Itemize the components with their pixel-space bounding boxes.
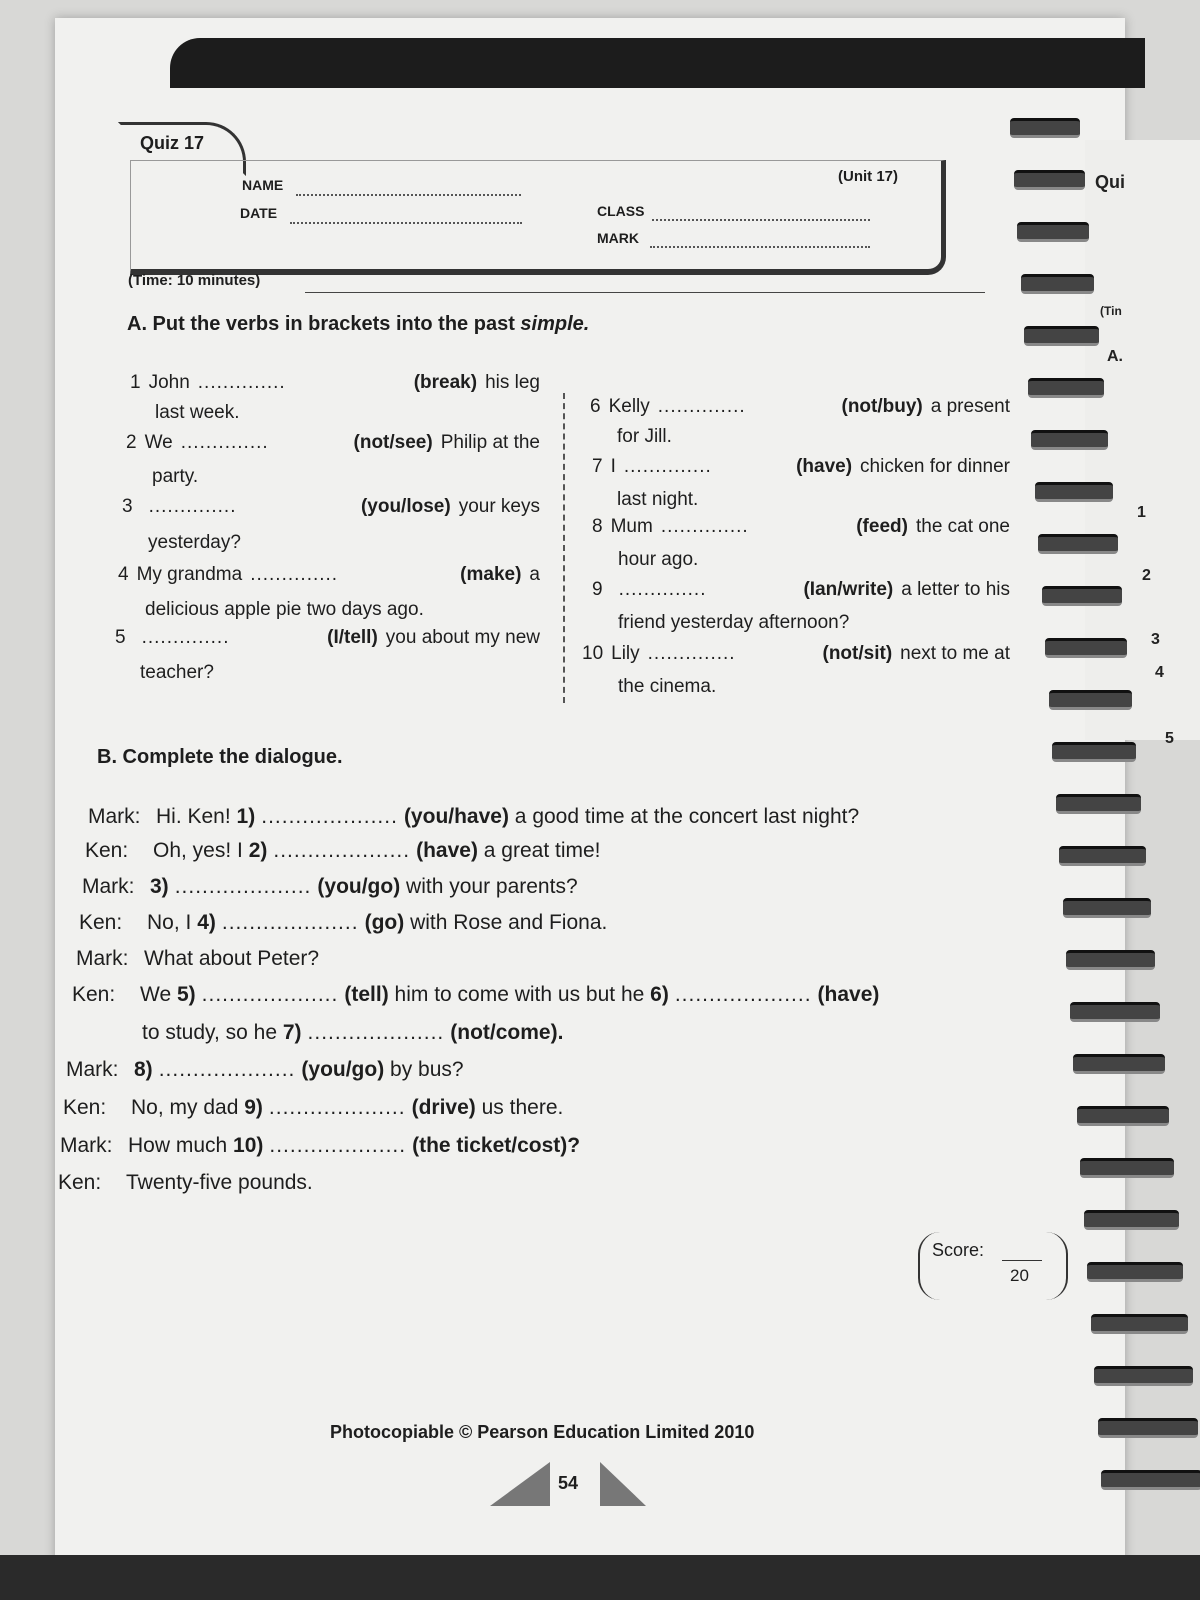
item-number: 5 xyxy=(115,627,126,648)
answer-blank[interactable]: .............. xyxy=(647,643,736,664)
answer-blank[interactable]: .............. xyxy=(250,564,339,585)
line-text: What about Peter? xyxy=(144,947,320,970)
spiral-coil xyxy=(1031,430,1108,450)
exercise-item xyxy=(592,575,1010,605)
answer-blank[interactable]: .................... xyxy=(273,839,411,862)
next-page-number: 5 xyxy=(1165,730,1174,747)
mark-field[interactable] xyxy=(650,246,870,248)
line-text: Hi. Ken! xyxy=(156,805,237,828)
item-rest: next to me at xyxy=(900,643,1010,664)
spiral-coil xyxy=(1052,742,1136,762)
gap-number: 2) xyxy=(248,839,268,862)
spiral-coil xyxy=(1049,690,1132,710)
exercise-item xyxy=(122,492,540,522)
item-subject: Kelly xyxy=(608,396,650,417)
item-number: 8 xyxy=(592,516,603,537)
section-a-title-text: A. Put the verbs in brackets into the past xyxy=(127,313,521,335)
spiral-coil xyxy=(1042,586,1123,606)
dialogue-line xyxy=(66,1055,464,1085)
verb-prompt: (not/see) xyxy=(353,432,433,453)
answer-blank[interactable]: .................... xyxy=(674,983,812,1006)
date-label: DATE xyxy=(240,205,278,221)
item-rest: a letter to his xyxy=(901,579,1010,600)
dialogue-line xyxy=(85,836,601,866)
dialogue-line xyxy=(63,1093,563,1123)
verb-prompt: (the ticket/cost)? xyxy=(412,1134,581,1157)
time-limit: (Time: 10 minutes) xyxy=(128,272,261,289)
next-page-number: 4 xyxy=(1155,664,1164,681)
item-subject: John xyxy=(148,372,190,393)
mark-label: MARK xyxy=(597,230,639,246)
spiral-coil xyxy=(1014,170,1085,190)
page-number-ornament-left xyxy=(490,1462,550,1506)
exercise-item xyxy=(592,512,1010,542)
speaker: Mark: xyxy=(88,805,141,828)
line-text: No, I xyxy=(147,911,198,934)
verb-prompt: (not/sit) xyxy=(822,643,893,664)
speaker: Ken: xyxy=(85,839,129,862)
verb-prompt: (not/buy) xyxy=(841,396,923,417)
verb-prompt: (you/have) xyxy=(403,805,509,828)
dialogue-line xyxy=(72,980,879,1010)
item-number: 4 xyxy=(118,564,129,585)
line-text: to study, so he xyxy=(142,1021,283,1044)
dialogue-line xyxy=(79,908,607,938)
spiral-coil xyxy=(1084,1210,1179,1230)
answer-blank[interactable]: .................... xyxy=(269,1134,407,1157)
spiral-coil xyxy=(1059,846,1146,866)
spiral-coil xyxy=(1063,898,1151,918)
item-continuation: teacher? xyxy=(140,662,214,683)
exercise-item xyxy=(592,452,1010,482)
spiral-coil xyxy=(1028,378,1104,398)
speaker: Mark: xyxy=(82,875,135,898)
dialogue-line xyxy=(76,944,319,974)
next-page-title: Qui xyxy=(1095,172,1125,192)
spiral-coil xyxy=(1035,482,1113,502)
item-continuation: friend yesterday afternoon? xyxy=(618,612,850,633)
line-rest: by bus? xyxy=(384,1058,464,1081)
quiz-title: Quiz 17 xyxy=(140,133,205,153)
spiral-coil xyxy=(1038,534,1118,554)
score-total: 20 xyxy=(1010,1266,1029,1285)
class-field[interactable] xyxy=(652,219,870,221)
time-rule xyxy=(305,292,985,293)
item-continuation: yesterday? xyxy=(148,532,241,553)
header-band xyxy=(170,38,1145,88)
line-rest: him to come with us but he xyxy=(388,983,651,1006)
next-page-section: A. xyxy=(1107,348,1123,365)
item-continuation: party. xyxy=(152,466,199,487)
date-field[interactable] xyxy=(290,222,522,224)
dialogue-line xyxy=(142,1018,563,1048)
item-rest: you about my new xyxy=(385,627,540,648)
answer-blank[interactable]: .............. xyxy=(141,627,230,648)
spiral-coil xyxy=(1101,1470,1200,1490)
spiral-coil xyxy=(1098,1418,1198,1438)
speaker: Ken: xyxy=(58,1171,102,1194)
item-subject: We xyxy=(144,432,173,453)
item-rest: a xyxy=(529,564,540,585)
answer-blank[interactable]: .............. xyxy=(618,579,707,600)
item-continuation: delicious apple pie two days ago. xyxy=(145,599,424,620)
answer-blank[interactable]: .................... xyxy=(268,1096,406,1119)
section-b-title: B. Complete the dialogue. xyxy=(97,746,343,768)
speaker: Mark: xyxy=(66,1058,119,1081)
item-number: 1 xyxy=(130,372,141,393)
answer-blank[interactable]: .............. xyxy=(148,496,237,517)
item-rest: a present xyxy=(930,396,1010,417)
item-rest: Philip at the xyxy=(440,432,540,453)
unit-label: (Unit 17) xyxy=(838,168,898,185)
gap-number: 6) xyxy=(650,983,669,1006)
verb-prompt: (have) xyxy=(416,839,478,862)
next-page-time: (Tin xyxy=(1100,304,1122,318)
dialogue-line xyxy=(60,1131,580,1161)
verb-prompt: (have) xyxy=(796,456,853,477)
line-rest: us there. xyxy=(475,1096,564,1119)
page-number: 54 xyxy=(558,1473,579,1493)
item-number: 10 xyxy=(582,643,604,664)
answer-blank[interactable]: .................... xyxy=(261,805,398,828)
item-rest: chicken for dinner xyxy=(860,456,1010,477)
answer-blank[interactable]: .............. xyxy=(657,396,746,417)
answer-blank[interactable]: .............. xyxy=(197,372,286,393)
item-continuation: last week. xyxy=(155,402,240,423)
dialogue-line xyxy=(82,872,578,902)
answer-blank[interactable]: .............. xyxy=(180,432,269,453)
copyright-footer: Photocopiable © Pearson Education Limited 2010 xyxy=(330,1422,755,1442)
exercise-item xyxy=(118,560,540,590)
item-subject: Lily xyxy=(611,643,640,664)
exercise-item xyxy=(590,392,1010,422)
spiral-coil xyxy=(1077,1106,1170,1126)
verb-prompt: (tell) xyxy=(344,983,389,1006)
spiral-coil xyxy=(1091,1314,1189,1334)
spiral-coil xyxy=(1017,222,1089,242)
item-number: 7 xyxy=(592,456,603,477)
verb-prompt: (you/go) xyxy=(317,875,401,898)
line-rest: with Rose and Fiona. xyxy=(404,911,608,934)
answer-blank[interactable]: .................... xyxy=(307,1021,445,1044)
line-text: How much xyxy=(128,1134,234,1157)
gap-number: 4) xyxy=(197,911,216,934)
item-number: 3 xyxy=(122,496,133,517)
dialogue-line xyxy=(88,802,859,832)
gap-number: 1) xyxy=(236,805,256,828)
item-subject: My grandma xyxy=(136,564,243,585)
item-rest: your keys xyxy=(458,496,540,517)
spiral-coil xyxy=(1010,118,1080,138)
line-rest: a good time at the concert last night? xyxy=(508,805,860,828)
gap-number: 10) xyxy=(233,1134,264,1157)
spiral-coil xyxy=(1087,1262,1183,1282)
next-page-number: 3 xyxy=(1151,631,1160,648)
class-label: CLASS xyxy=(597,203,645,219)
answer-blank[interactable]: .................... xyxy=(221,911,359,934)
spiral-coil xyxy=(1045,638,1127,658)
verb-prompt: (make) xyxy=(460,564,522,585)
gap-number: 8) xyxy=(134,1058,153,1081)
item-continuation: for Jill. xyxy=(617,426,672,447)
answer-blank[interactable]: .................... xyxy=(201,983,339,1006)
next-page-number: 1 xyxy=(1137,504,1146,521)
verb-prompt: (go) xyxy=(364,911,405,934)
item-continuation: last night. xyxy=(617,489,699,510)
answer-blank[interactable]: .................... xyxy=(174,875,312,898)
gap-number: 3) xyxy=(150,875,169,898)
item-continuation: the cinema. xyxy=(618,676,717,697)
verb-prompt: (break) xyxy=(413,372,478,393)
line-rest: a great time! xyxy=(477,839,601,862)
dialogue-line xyxy=(58,1168,313,1198)
item-number: 2 xyxy=(126,432,137,453)
spiral-binding xyxy=(1000,100,1200,1550)
exercise-item xyxy=(130,368,540,398)
spiral-coil xyxy=(1070,1002,1160,1022)
item-number: 9 xyxy=(592,579,603,600)
line-text: No, my dad xyxy=(131,1096,245,1119)
verb-prompt: (you/go) xyxy=(301,1058,385,1081)
speaker: Mark: xyxy=(76,947,129,970)
spiral-coil xyxy=(1024,326,1099,346)
gap-number: 9) xyxy=(244,1096,263,1119)
line-rest: with your parents? xyxy=(400,875,578,898)
line-text: We xyxy=(140,983,177,1006)
name-field[interactable] xyxy=(296,194,521,196)
spiral-coil xyxy=(1094,1366,1193,1386)
verb-prompt: (you/lose) xyxy=(360,496,451,517)
name-label: NAME xyxy=(242,177,284,193)
section-a-title-emphasis: simple. xyxy=(520,313,590,335)
verb-prompt: (feed) xyxy=(856,516,908,537)
exercise-item xyxy=(115,623,540,653)
speaker: Ken: xyxy=(63,1096,107,1119)
spiral-coil xyxy=(1056,794,1142,814)
gap-number: 5) xyxy=(176,983,196,1006)
item-subject: I xyxy=(610,456,616,477)
spiral-coil xyxy=(1073,1054,1165,1074)
spiral-coil xyxy=(1021,274,1095,294)
exercise-item xyxy=(582,639,1010,669)
verb-prompt: (I/tell) xyxy=(327,627,378,648)
spiral-coil xyxy=(1080,1158,1174,1178)
next-page-number: 2 xyxy=(1142,567,1151,584)
section-a-title xyxy=(127,313,589,336)
verb-prompt: (have) xyxy=(817,983,880,1006)
speaker: Ken: xyxy=(79,911,123,934)
score-label: Score: xyxy=(932,1240,985,1260)
answer-blank[interactable]: .............. xyxy=(623,456,712,477)
answer-blank[interactable]: .............. xyxy=(660,516,749,537)
item-rest: the cat one xyxy=(915,516,1010,537)
verb-prompt: (Ian/write) xyxy=(803,579,894,600)
verb-prompt: (drive) xyxy=(411,1096,476,1119)
exercise-item xyxy=(126,428,540,458)
speaker: Mark: xyxy=(60,1134,113,1157)
page-number-ornament-right xyxy=(600,1462,646,1506)
desk-shadow xyxy=(0,1555,1200,1600)
speaker: Ken: xyxy=(72,983,116,1006)
line-text: Twenty-five pounds. xyxy=(126,1171,313,1194)
gap-number: 7) xyxy=(282,1021,302,1044)
item-number: 6 xyxy=(590,396,601,417)
item-subject: Mum xyxy=(610,516,653,537)
item-rest: his leg xyxy=(485,372,540,393)
verb-prompt: (not/come). xyxy=(450,1021,564,1044)
spiral-coil xyxy=(1066,950,1155,970)
item-continuation: hour ago. xyxy=(618,549,699,570)
column-divider xyxy=(563,393,565,703)
answer-blank[interactable]: .................... xyxy=(158,1058,296,1081)
line-text: Oh, yes! I xyxy=(153,839,249,862)
